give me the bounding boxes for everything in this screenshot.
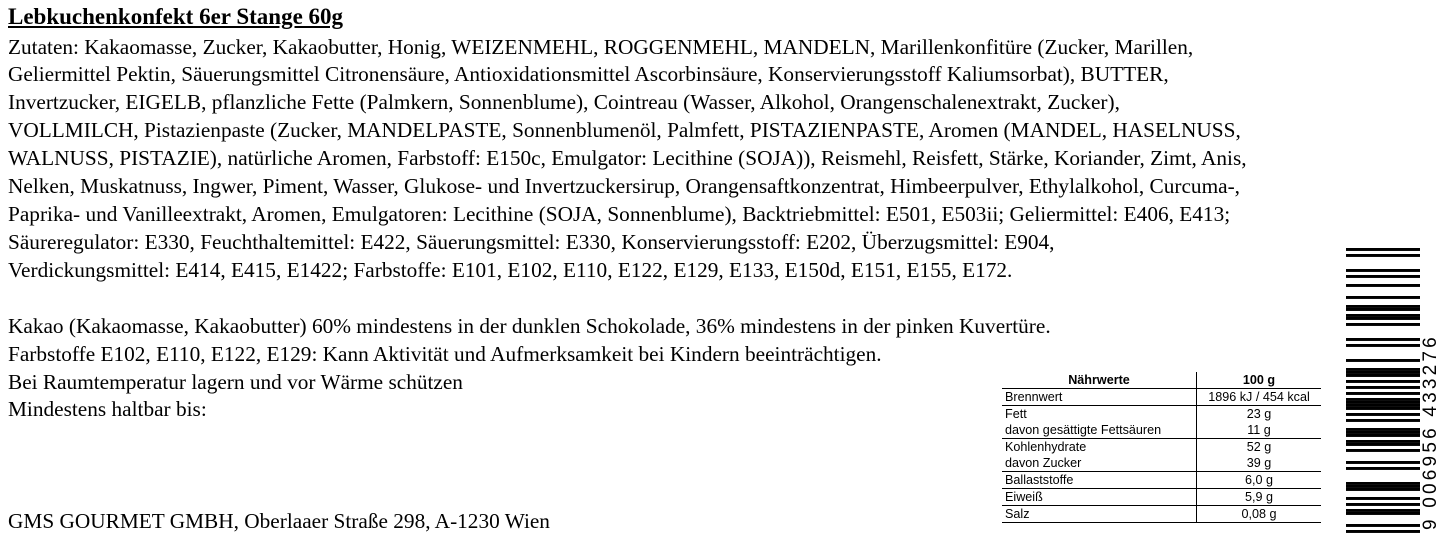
nutrition-row — [1002, 455, 1321, 472]
nutrition-table — [1002, 372, 1321, 523]
nutrition-label: Brennwert — [1002, 389, 1197, 406]
barcode-bar — [1346, 248, 1420, 251]
barcode-bar — [1346, 524, 1420, 527]
nutrition-row — [1002, 422, 1321, 439]
barcode-digits: 9 006956 433276 — [1420, 334, 1441, 530]
barcode-bar — [1346, 368, 1420, 371]
barcode-bar — [1346, 374, 1420, 377]
cocoa-content-note: Kakao (Kakaomasse, Kakaobutter) 60% mindestens in der dunklen Schokolade, 36% mindestens in der pinken Kuvertüre. — [8, 314, 1051, 338]
best-before-label: Mindestens haltbar bis: — [8, 397, 207, 421]
barcode-bar — [1346, 413, 1420, 416]
barcode-bar — [1346, 338, 1420, 341]
barcode-bar — [1346, 461, 1420, 464]
barcode-bar — [1346, 488, 1420, 491]
product-title: Lebkuchenkonfekt 6er Stange 60g — [8, 4, 344, 29]
barcode-bar — [1346, 386, 1420, 389]
nutrition-value: 5,9 g — [1197, 489, 1322, 506]
nutrition-row — [1002, 506, 1321, 523]
nutrition-label: Ballaststoffe — [1002, 472, 1197, 489]
ingredients-line: VOLLMILCH, Pistazienpaste (Zucker, MANDELPASTE, Sonnenblumenöl, Palmfett, PISTAZIENPASTE, Aromen (MANDEL, HASELNUSS, — [8, 118, 1241, 142]
barcode-bar — [1346, 284, 1420, 287]
barcode-bar — [1346, 407, 1420, 410]
nutrition-label: Salz — [1002, 506, 1197, 523]
ingredients-line: Geliermittel Pektin, Säuerungsmittel Citronensäure, Antioxidationsmittel Ascorbinsäure, Konservierungsstoff Kaliumsorbat), BUTTER, — [8, 62, 1169, 86]
barcode-bar — [1346, 305, 1420, 308]
barcode-bar — [1346, 512, 1420, 515]
ingredients-line: Nelken, Muskatnuss, Ingwer, Piment, Wasser, Glukose- und Invertzuckersirup, Orangensaftkonzentrat, Himbeerpulver, Ethylalkohol, Curcuma-, — [8, 174, 1241, 198]
nutrition-row — [1002, 472, 1321, 489]
barcode-bar — [1346, 254, 1420, 257]
barcode-bar — [1346, 398, 1420, 401]
nutrition-label: davon gesättigte Fettsäuren — [1002, 422, 1197, 439]
nutrition-row — [1002, 489, 1321, 506]
barcode-bar — [1346, 431, 1420, 434]
barcode-bar — [1346, 467, 1420, 470]
ingredients-line: Invertzucker, EIGELB, pflanzliche Fette (Palmkern, Sonnenblume), Cointreau (Wasser, Alkohol, Orangenschalenextrakt, Zucker), — [8, 90, 1120, 114]
nutrition-header-value: 100 g — [1197, 372, 1322, 389]
nutrition-value: 6,0 g — [1197, 472, 1322, 489]
barcode-bar — [1346, 485, 1420, 488]
colorant-warning: Farbstoffe E102, E110, E122, E129: Kann Aktivität und Aufmerksamkeit bei Kindern beeinträchtigen. — [8, 342, 882, 366]
barcode-bar — [1346, 269, 1420, 272]
nutrition-row — [1002, 389, 1321, 406]
nutrition-row — [1002, 406, 1321, 423]
barcode-bar — [1346, 503, 1420, 506]
barcode-bar — [1346, 296, 1420, 299]
barcode-bar — [1346, 401, 1420, 404]
barcode-bar — [1346, 509, 1420, 512]
manufacturer-address: GMS GOURMET GMBH, Oberlaaer Straße 298, A-1230 Wien — [8, 509, 550, 533]
barcode-bar — [1346, 449, 1420, 452]
nutrition-value: 52 g — [1197, 439, 1322, 456]
barcode-bar — [1346, 482, 1420, 485]
barcode-bar — [1346, 392, 1420, 395]
nutrition-label: Kohlenhydrate — [1005, 440, 1087, 454]
barcode-bars — [1346, 248, 1420, 533]
nutrition-label: Eiweiß — [1002, 489, 1197, 506]
barcode-bar — [1346, 434, 1420, 437]
nutrition-value: 39 g — [1197, 455, 1322, 472]
barcode-bar — [1346, 530, 1420, 533]
nutrition-value: 0,08 g — [1197, 506, 1322, 523]
nutrition-label: davon Zucker — [1002, 455, 1197, 472]
ingredients-line: Zutaten: Kakaomasse, Zucker, Kakaobutter, Honig, WEIZENMEHL, ROGGENMEHL, MANDELN, Marillenkonfitüre (Zucker, Marillen, — [8, 35, 1194, 59]
nutrition-header-row — [1002, 372, 1321, 389]
nutrition-header-label: Nährwerte — [1002, 372, 1197, 389]
barcode-bar — [1346, 443, 1420, 446]
barcode-bar — [1346, 380, 1420, 383]
barcode-bar — [1346, 344, 1420, 347]
barcode-bar — [1346, 359, 1420, 362]
ingredients-line: WALNUSS, PISTAZIE), natürliche Aromen, Farbstoff: E150c, Emulgator: Lecithine (SOJA)), Reismehl, Reisfett, Stärke, Koriander, Zimt, Anis, — [8, 146, 1247, 170]
barcode-bar — [1346, 404, 1420, 407]
barcode-bar — [1346, 317, 1420, 320]
barcode-bar — [1346, 323, 1420, 326]
barcode-bar — [1346, 275, 1420, 278]
nutrition-value: 1896 kJ / 454 kcal — [1197, 389, 1322, 406]
nutrition-value: 23 g — [1197, 406, 1322, 423]
nutrition-row — [1002, 439, 1321, 456]
nutrition-value: 11 g — [1197, 422, 1322, 439]
barcode-bar — [1346, 371, 1420, 374]
barcode-bar — [1346, 497, 1420, 500]
barcode-bar — [1346, 419, 1420, 422]
barcode-bar — [1346, 314, 1420, 317]
ingredients-line: Säureregulator: E330, Feuchthaltemittel: E422, Säuerungsmittel: E330, Konservierungsstoff: E202, Überzugsmittel: E904, — [8, 230, 1055, 254]
barcode-bar — [1346, 440, 1420, 443]
nutrition-label: Fett — [1005, 407, 1027, 421]
ingredients-line: Paprika- und Vanilleextrakt, Aromen, Emulgatoren: Lecithine (SOJA, Sonnenblume), Backtriebmittel: E501, E503ii; Geliermittel: E406, E413; — [8, 202, 1231, 226]
barcode-bar — [1346, 308, 1420, 311]
storage-note: Bei Raumtemperatur lagern und vor Wärme schützen — [8, 370, 463, 394]
ingredients-line: Verdickungsmittel: E414, E415, E1422; Farbstoffe: E101, E102, E110, E122, E129, E133, E150d, E151, E155, E172. — [8, 258, 1013, 282]
barcode-bar — [1346, 428, 1420, 431]
